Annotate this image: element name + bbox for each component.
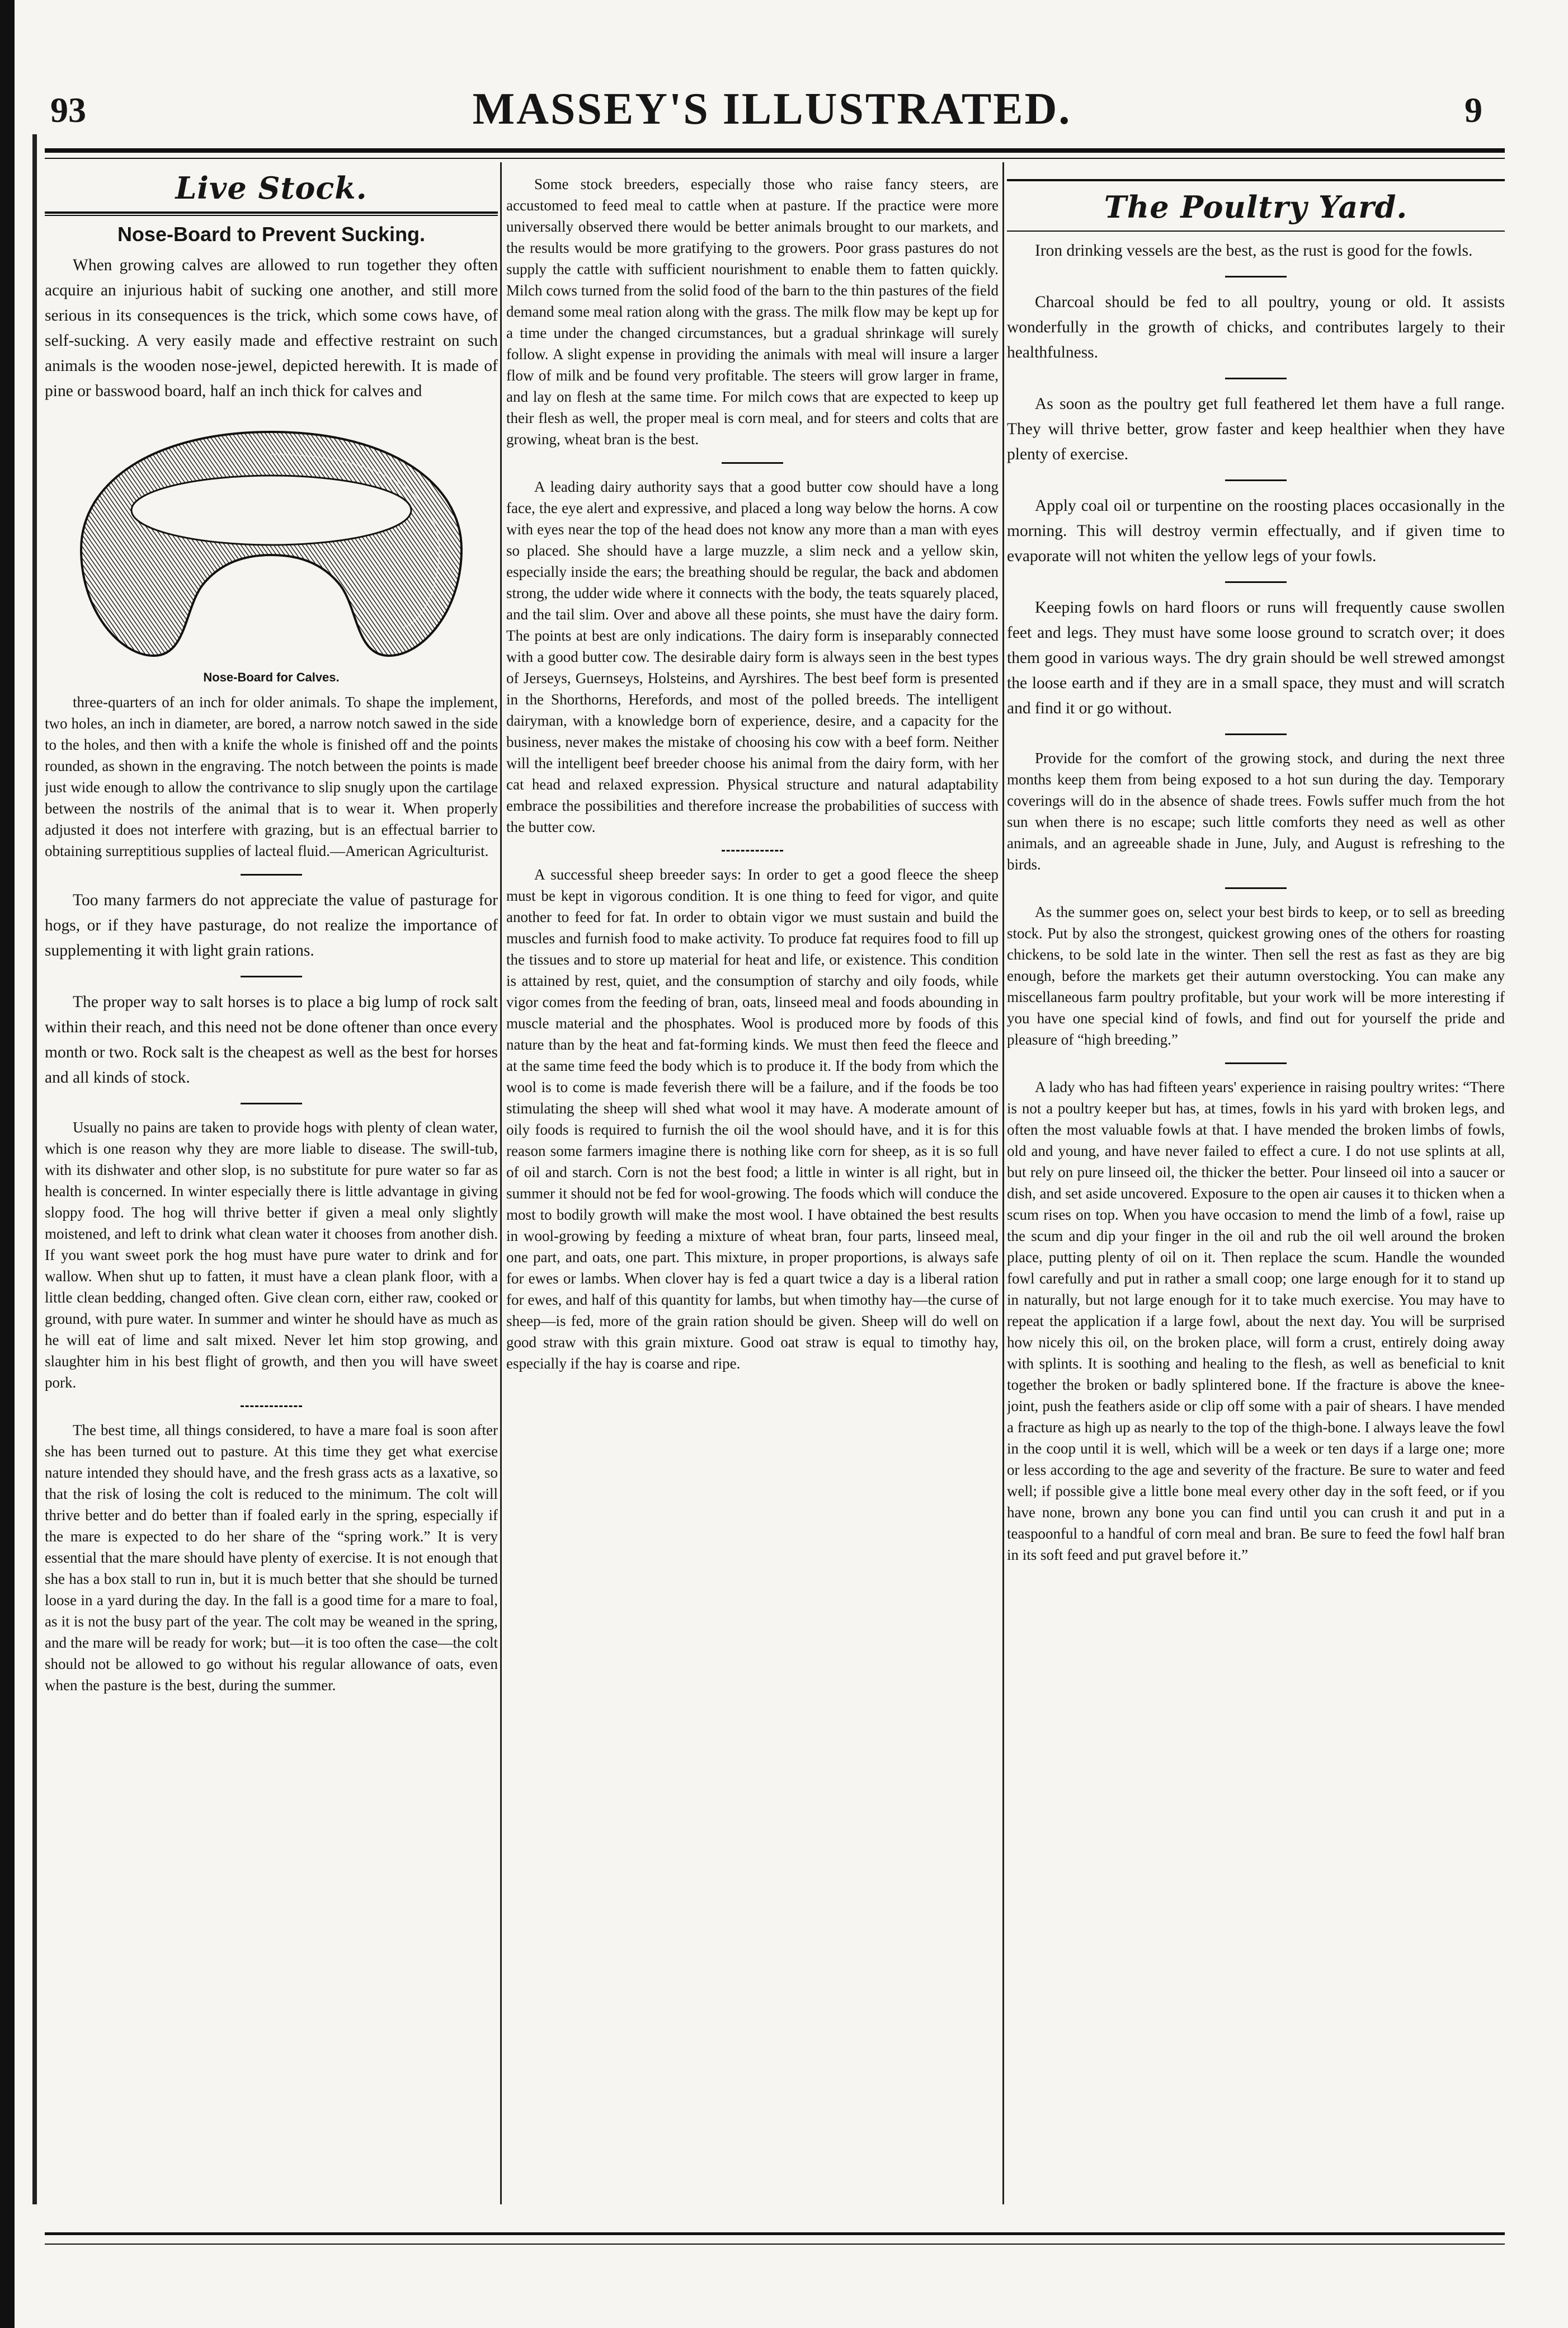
paragraph: three-quarters of an inch for older animals. To shape the implement, two holes, an inch in diameter, are bored, a narrow notch sawed in the side to the holes, and then with a knife the whole is finished off and the points rounded, as shown in the engraving. The notch between the points is made just wide enough to allow the contrivance to slip snugly upon the cartilage between the nostrils of the animal that is to wear it. When properly adjusted it does not interfere with grazing, but is an effectual barrier to obtaining surreptitious supplies of lacteal fluid.—American Agriculturist. [45, 694, 498, 859]
paragraph: Provide for the comfort of the growing stock, and during the next three months keep them from being exposed to a hot sun during the day. Temporary coverings will do in the absence of shade trees. Fowls suffer much from the hot sun when there is no escape; such little comforts they need as well as other animals, and an agreeable shade in June, July, and August is refreshing to the birds. [1007, 750, 1505, 873]
paragraph: Charcoal should be fed to all poultry, young or old. It assists wonderfully in the growth of chicks, and contributes largely to their healthfulness. [1007, 293, 1505, 361]
separator [1225, 733, 1287, 735]
page-header [45, 84, 1499, 145]
separator [1225, 479, 1287, 481]
page-binding-shadow [32, 134, 37, 2204]
separator [241, 1103, 302, 1104]
figure-caption: Nose-Board for Calves. [203, 670, 340, 684]
paragraph: The best time, all things considered, to have a mare foal is soon after she has been turned out to pasture. At this time they get what exercise nature intended they should have, and the fresh grass acts as a laxative, so that the risk of losing the colt is reduced to the minimum. The colt will thrive better and do better than if foaled early in the spring, especially if the mare is expected to do her share of the “spring work.” It is very essential that the mare should have plenty of exercise. It is not enough that she has a box stall to run in, but it is much better that she should be turned loose in a yard during the day. In the fall is a good time for a mare to foal, as it is not the busy part of the year. The colt may be weaned in the spring, and the mare will be ready for work; but—it is too often the case—the colt should not be allowed to go without his regular allowance of oats, even when the pasture is the best, during the summer. [45, 1422, 498, 1694]
section-rule [1007, 179, 1505, 181]
separator [722, 850, 783, 852]
section-rule [45, 211, 498, 214]
paragraph: A leading dairy authority says that a good butter cow should have a long face, the eye alert and expressive, and placed a long way below the horns. A cow with eyes near the top of the head does not know any more than a man with eyes so placed. She should have a large muzzle, a slim neck and a yellow skin, especially inside the ears; the breathing should be regular, the back and abdomen strong, the udder wide where it connects with the body, the teats squarely placed, and the tail slim. Over and above all these points, she must have the dairy form. The points at best are only indications. The dairy form is inseparably connected with a good butter cow. The desirable dairy form is always seen in the best types of Jerseys, Guernseys, Holsteins, and Ayrshires. The best beef form is presented in the Shorthorns, Herefords, and most of the polled breeds. The intelligent dairyman, with a knowledge born of experience, desire, and a capacity for the business, never makes the mistake of choosing his cow with a beef form. Neither will the intelligent beef breeder choose his animal from the dairy form, with her cat head and relaxed expression. Physical structure and natural adaptability embrace the possibilities and therefore increase the probabilities of success with the butter cow. [506, 478, 999, 835]
section-heading: The Poultry Yard. [1104, 189, 1408, 225]
section-heading: Live Stock. [175, 170, 368, 206]
separator [241, 1405, 302, 1407]
separator [1225, 1062, 1287, 1064]
paragraph: Apply coal oil or turpentine on the roosting places occasionally in the morning. This will destroy vermin effectually, and if given time to evaporate will not whiten the yellow legs of your fowls. [1007, 497, 1505, 565]
column-divider [500, 162, 502, 2204]
separator [1225, 276, 1287, 278]
separator [1225, 581, 1287, 583]
header-rule [45, 148, 1505, 153]
paragraph: A lady who has had fifteen years' experience in raising poultry writes: “There is not a poultry keeper but has, at times, fowls in his yard with broken legs, and often the most valuable fowls at that. I have mended the broken limbs of fowls, old and young, and have never failed to effect a cure. I do not use splints at all, but rely on pure linseed oil, the thicker the better. Pour linseed oil into a saucer or dish, and set aside uncovered. Exposure to the open air causes it to thicken when a scum rises on top. When you have occasion to mend the limb of a fowl, raise up the scum and dip your finger in the oil and rub the oil well around the broken place, putting plenty of oil on it. Then replace the scum. Handle the wounded fowl carefully and put in rather a small coop; one large enough for it to stand up in naturally, but not large enough for it to take much exercise. You may have to repeat the application if a large fowl, about the next day. You will be surprised how nicely this oil, on the broken place, will form a crust, entirely doing away with splints. It is soothing and healing to the flesh, as well as beneficial to knit together the broken or badly splintered bone. If the fracture is above the knee-joint, push the feathers aside or clip off some with a pair of shears. I have mended a fracture as high up as nearly to the top of the thigh-bone. I always leave the fowl in the coop until it is well, which will be a week or ten days if a large one; more or less according to the age and severity of the fracture. Be sure to water and feed well; if possible give a little bone meal every other day in the soft feed, or if you have none, brown any bone you can find until you can crush it and put in a teaspoonful to a handful of corn meal and bran. Be sure to feed the fowl half bran in its soft feed and put gravel before it.” [1007, 1079, 1505, 1563]
separator [241, 874, 302, 876]
nose-board-illustration [76, 421, 467, 667]
separator [722, 462, 783, 464]
footer-rule [45, 2232, 1505, 2235]
paragraph: Keeping fowls on hard floors or runs will frequently cause swollen feet and legs. They must have some loose ground to scratch over; it does them good in various ways. The dry grain should be well strewed amongst the loose earth and if they are in a small space, they must and will scratch and find it or go without. [1007, 599, 1505, 717]
paragraph: Iron drinking vessels are the best, as the rust is good for the fowls. [1035, 242, 1473, 260]
separator [1225, 887, 1287, 889]
page-number-right: 9 [1465, 90, 1482, 130]
section-rule-thin [45, 215, 498, 216]
paragraph: As soon as the poultry get full feathered let them have a full range. They will thrive better, grow faster and keep healthier when they have plenty of exercise. [1007, 395, 1505, 463]
header-rule-thin [45, 158, 1505, 159]
column-divider [1002, 162, 1004, 2204]
article-title: Nose-Board to Prevent Sucking. [117, 223, 426, 246]
column-live-stock [45, 162, 498, 2221]
paragraph: Too many farmers do not appreciate the value of pasturage for hogs, or if they have pasturage, do not realize the importance of supplementing it with light grain rations. [45, 891, 498, 960]
separator [1225, 378, 1287, 379]
paragraph: Some stock breeders, especially those who raise fancy steers, are accustomed to feed meal to cattle when at pasture. If the practice were more universally observed there would be better animals brought to our markets, and the results would be more gratifying to the growers. Poor grass pastures do not supply the cattle with sufficient nourishment to enable them to fatten quickly. Milch cows turned from the solid food of the barn to the thin pastures of the field demand some meal ration along with the grass. The milk flow may be kept up for a time under the changed circumstances, but a gradual shrinkage will surely follow. A slight expense in providing the animals with meal will insure a larger flow of milk and be found very profitable. The steers will grow larger in frame, and lay on flesh at the same time. For milch cows that are expected to keep up their flesh as well, the proper meal is corn meal, and for steers and colts that are growing, wheat bran is the best. [506, 176, 999, 448]
page-binding-edge [0, 0, 15, 2328]
paragraph: Usually no pains are taken to provide hogs with plenty of clean water, which is one reason why they are more liable to disease. The swill-tub, with its dishwater and other slop, is no substitute for pure water so far as health is concerned. In winter especially there is little advantage in giving sloppy food. The hog will thrive better if given a meal only slightly moistened, and left to drink what clean water it chooses from another dish. If you want sweet pork the hog must have pure water to drink and for wallow. When shut up to fatten, it must have a clean plank floor, with a little clean bedding, changed often. Give clean corn, either raw, cooked or ground, with pure water. In summer and winter he should have as much as he will eat of lime and salt mixed. Never let him stop growing, and slaughter him in his best flight of growth, and then you will have sweet pork. [45, 1119, 498, 1391]
column-poultry-yard [1007, 162, 1505, 2221]
column-middle [506, 162, 999, 2221]
separator [241, 976, 302, 977]
paragraph: The proper way to salt horses is to place a big lump of rock salt within their reach, and this need not be done oftener than once every month or two. Rock salt is the cheapest as well as the best for horses and all kinds of stock. [45, 993, 498, 1087]
paragraph: As the summer goes on, select your best birds to keep, or to sell as breeding stock. Put by also the strongest, quickest growing ones of the others for roasting chickens, to be sold late in the winter. Then sell the rest as fast as they are big enough, before the markets get their autumn overstocking. You can make any miscellaneous farm poultry profitable, but your work will be more interesting if you have one special kind of fowls, and find out for yourself the pride and pleasure of “high breeding.” [1007, 904, 1505, 1048]
page-number-left: 93 [50, 90, 86, 130]
paragraph: When growing calves are allowed to run together they often acquire an injurious habit of sucking one another, and still more serious in its consequences is the trick, which some cows have, of self-sucking. A very easily made and effective restraint on such animals is the wooden nose-jewel, depicted herewith. It is made of pine or basswood board, half an inch thick for calves and [45, 256, 498, 400]
footer-rule-thin [45, 2244, 1505, 2245]
running-title: MASSEY'S ILLUSTRATED. [472, 84, 1072, 134]
section-rule-thin [1007, 231, 1505, 232]
paragraph: A successful sheep breeder says: In order to get a good fleece the sheep must be kept in vigorous condition. It is one thing to feed for vigor, and quite another to feed for fat. In order to obtain vigor we must sustain and build the muscles and furnish food to make activity. To produce fat requires food to fill up the tissues and to store up material for heat and life, or existence. This condition is attained by rest, quiet, and the consumption of starchy and oily foods, while vigor comes from the feeding of bran, oats, linseed meal and foods abounding in muscle material and the phosphates. Wool is produced more by foods of this nature than by the heat and fat-forming kinds. We must then feed the fleece and at the same time feed the body which is to produce it. If the body from which the wool is to come is made feverish there will be a failure, and if the foods be too stimulating the sheep will shed what wool it may have. A moderate amount of oily foods is required to furnish the oil the wool should have, and it is for this reason some farmers imagine there is nothing like corn for sheep, as it is so full of oil and starch. Corn is not the best food; a little in winter is all right, but in summer it should not be fed for wool-growing. The foods which will conduce the most to bodily growth will make the most wool. I have obtained the best results in wool-growing by feeding a mixture of wheat bran, four parts, linseed meal, one part, and oats, one part. This mixture, in proper proportions, is always safe for ewes or lambs. When clover hay is fed a quart twice a day is a liberal ration for ewes, and half of this quantity for lambs, but when timothy hay—the curse of sheep—is fed, more of the grain ration should be given. Sheep will do well on good straw with this grain mixture. Good oat straw is equal to timothy hay, especially if the hay is coarse and ripe. [506, 866, 999, 1372]
